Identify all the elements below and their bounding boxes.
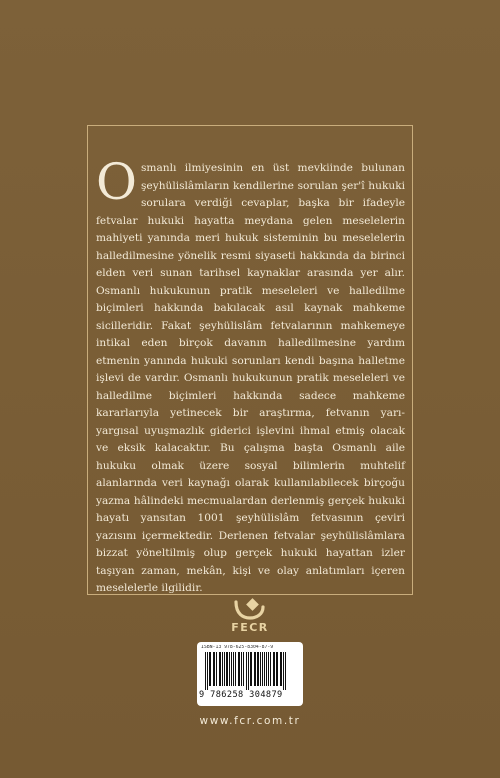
publisher-name: FECR	[231, 621, 269, 634]
drop-cap: O	[96, 153, 137, 211]
publisher-logo	[226, 598, 274, 634]
blurb-text: smanlı ilmiyesinin en üst mevkiinde bulunan şeyhülislâmların kendilerine sorulan şer'î hukuki sorulara verdiği cevaplar, başka bir ifadeyle fetvalar hukuki hayatta meydana gelen meselelerin mahiyeti yanında meri hukuk sisteminin bu meselelerin halledilmesine yönelik resmi siyaseti hakkında da birinci elden veri sunan tarihsel kaynaklar arasında yer alır. Osmanlı hukukunun pratik meseleleri ve halledilme biçimleri hakkında bakılacak asıl kaynak mahkeme sicilleridir. Fakat şeyhülislâm fetvalarının mahkemeye intikal eden birçok davanın halledilmesine yardım etmenin yanında hukuki sorunları kendi başına halletme işlevi de vardır. Osmanlı hukukunun pratik meseleleri ve halledilme biçimleri hakkında sadece mahkeme kararlarıyla yetinecek bir araştırma, fetvanın yarı-yargısal uyuşmazlık giderici işlevini ihmal etmiş olacak ve eksik kalacaktır. Bu çalışma başta Osmanlı aile hukuku olmak üzere sosyal bilimlerin muhtelif alanlarında veri kaynağı olarak kullanılabilecek birçoğu yazma hâlindeki mecmualardan derlenmiş gerçek hukuki hayatı yansıtan 1001 şeyhülislâm fetvasının çeviri yazısını içermektedir. Derlenen fetvalar şeyhülislâmlara bizzat yöneltilmiş olup gerçek hukuki hayattan izler taşıyan zaman, mekân, kişi ve olay anlatımları içeren meselelerle ilgilidir.	[96, 162, 405, 594]
publisher-website: www.fcr.com.tr	[199, 715, 301, 727]
ean-digits: 9 786258 304879	[199, 690, 283, 700]
back-cover-blurb	[96, 153, 405, 598]
barcode-bars-icon	[205, 652, 295, 690]
barcode	[197, 642, 303, 706]
isbn-label: ISBN-13 978-625-8304-87-9	[201, 645, 274, 650]
fecr-arabic-letter-icon	[233, 598, 267, 620]
